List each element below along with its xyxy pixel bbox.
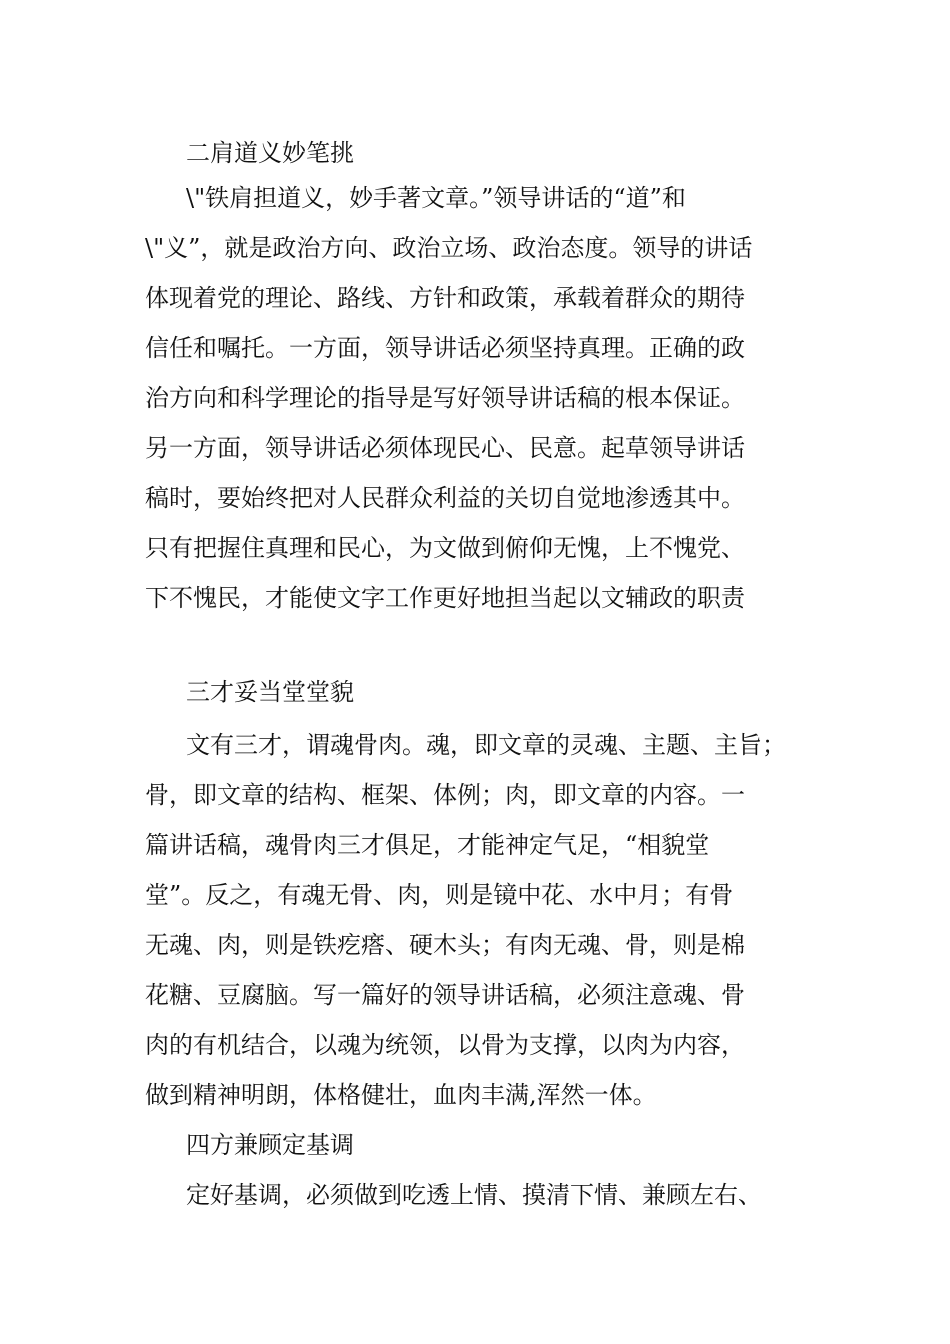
paragraph-line: 只有把握住真理和民心，为文做到俯仰无愧，上不愧党、 [145, 534, 745, 562]
paragraph-line: 稿时，要始终把对人民群众利益的关切自觉地渗透其中。 [145, 484, 745, 512]
paragraph-line: 做到精神明朗，体格健壮，血肉丰满,浑然一体。 [145, 1081, 657, 1109]
paragraph-line: 治方向和科学理论的指导是写好领导讲话稿的根本保证。 [145, 384, 745, 412]
paragraph-line: 骨，即文章的结构、框架、体例；肉，即文章的内容。一 [145, 781, 745, 809]
paragraph-line: \"义”，就是政治方向、政治立场、政治态度。领导的讲话 [145, 234, 753, 262]
paragraph-line: 信任和嘱托。一方面，领导讲话必须坚持真理。正确的政 [145, 334, 745, 362]
paragraph-line: 肉的有机结合，以魂为统领，以骨为支撑，以肉为内容， [145, 1031, 745, 1059]
paragraph-line: 下不愧民，才能使文字工作更好地担当起以文辅政的职责 [145, 584, 745, 612]
paragraph-line: 文有三才，谓魂骨肉。魂，即文章的灵魂、主题、主旨； [186, 731, 786, 759]
section-heading-3: 三才妥当堂堂貌 [186, 678, 354, 706]
paragraph-line: 体现着党的理论、路线、方针和政策，承载着群众的期待 [145, 284, 745, 312]
section-heading-2: 二肩道义妙笔挑 [186, 139, 354, 167]
paragraph-line: 篇讲话稿，魂骨肉三才俱足，才能神定气足，“相貌堂 [145, 831, 710, 859]
section-heading-4: 四方兼顾定基调 [186, 1131, 354, 1159]
paragraph-line: 花糖、豆腐脑。写一篇好的领导讲话稿，必须注意魂、骨 [145, 981, 745, 1009]
paragraph-line: 定好基调，必须做到吃透上情、摸清下情、兼顾左右、 [186, 1181, 762, 1209]
paragraph-line: 另一方面，领导讲话必须体现民心、民意。起草领导讲话 [145, 434, 745, 462]
paragraph-line: \"铁肩担道义，妙手著文章。”领导讲话的“道”和 [186, 184, 686, 212]
paragraph-line: 堂”。反之，有魂无骨、肉，则是镜中花、水中月；有骨 [145, 881, 734, 909]
paragraph-line: 无魂、肉，则是铁疙瘩、硬木头；有肉无魂、骨，则是棉 [145, 931, 745, 959]
